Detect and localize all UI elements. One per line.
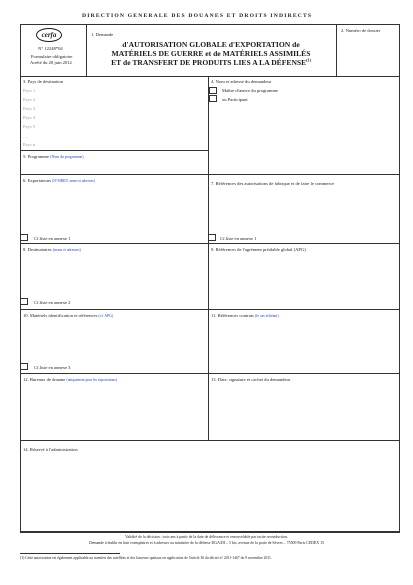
- validity-line-2: Demande à établir en huit exemplaires et à adresser au ministère de la défense DGA/DI – 5 bis, avenue de la porte de Sèvres – 75509 Paris CEDEX 15: [89, 541, 324, 545]
- cerfa-logo: cerfa: [36, 28, 62, 42]
- exportateurs-annex-label: Cf.liste en annexe 1: [34, 236, 71, 241]
- pays-item[interactable]: Pays 3: [23, 106, 36, 111]
- divider: [20, 440, 400, 441]
- date-signature-field[interactable]: 13. Date, signature et cachet du demandeur: [211, 377, 291, 382]
- maitre-oeuvre-checkbox[interactable]: [209, 87, 217, 94]
- demande-label: 1. Demande: [91, 32, 114, 37]
- divider: [20, 174, 400, 175]
- bureaux-field[interactable]: 12. Bureaux de douane (uniquement pour les exportations): [23, 377, 117, 382]
- cerfa-number: N° 12248*04: [38, 46, 63, 51]
- pays-item[interactable]: Pays 4: [23, 115, 36, 120]
- pays-item[interactable]: Pays 2: [23, 97, 36, 102]
- ref-fabrique-annex-checkbox[interactable]: [208, 234, 216, 241]
- cerfa-arrete: Arrêté du 20 juin 2012: [30, 60, 72, 65]
- cerfa-mandatory: Formulaire obligatoire: [31, 54, 73, 59]
- materiels-field[interactable]: 10. Matériels identification et références (cf. APG): [23, 313, 114, 318]
- exportateurs-annex-checkbox[interactable]: [20, 234, 28, 241]
- materiels-annex-checkbox[interactable]: [20, 363, 28, 370]
- pays-item[interactable]: Pays n: [23, 142, 36, 147]
- divider: [20, 532, 400, 533]
- dossier-label: 2. Numéro de dossier: [341, 28, 381, 33]
- title-line-2: MATÉRIELS DE GUERRE et de MATÉRIELS ASSIMILÉS: [111, 49, 311, 59]
- divider: [20, 76, 400, 77]
- destinataires-field[interactable]: 8. Destinataires (noms et adresses): [23, 247, 81, 252]
- title-line-1: d'AUTORISATION GLOBALE d'EXPORTATION de: [122, 40, 300, 49]
- maitre-oeuvre-label: Maître d'œuvre du programme: [222, 88, 279, 93]
- ref-contrats-field[interactable]: 11. Références contrats (le cas échéant): [211, 313, 279, 318]
- ref-apg-field[interactable]: 9. Références de l'agrément préalable global (APG): [211, 247, 306, 252]
- footnote: (1) Cette autorisation est également applicable au transfert des satellites et des lanceurs spatiaux en application de l'article 30 du décret n° 2011-1467 du 9 novembre 2011.: [20, 556, 272, 560]
- form-title: [88, 40, 334, 67]
- exportateurs-field[interactable]: 6. Exportateurs (N°SIREN, noms et adresses): [23, 178, 95, 183]
- programme-field[interactable]: 5. Programme (Nom du programme): [23, 154, 84, 159]
- demandeur-label: 4. Nom et adresse du demandeur: [211, 79, 272, 84]
- divider: [208, 76, 209, 440]
- footnote-rule: [20, 553, 120, 554]
- title-line-3: ET de TRANSFERT DE PRODUITS LIES A LA DÉFENSE$^{(1)}$: [111, 57, 311, 68]
- divider: [20, 150, 208, 151]
- pays-label: 3. Pays de destination: [23, 79, 64, 84]
- divider: [20, 309, 400, 310]
- administration-field: 14. Réservé à l'administration: [23, 447, 78, 452]
- divider: [336, 24, 337, 76]
- pays-item[interactable]: Pays 1: [23, 88, 36, 93]
- divider: [20, 373, 400, 374]
- divider: [20, 243, 400, 244]
- page-header: DIRECTION GENERALE DES DOUANES ET DROITS INDIRECTS: [82, 13, 313, 19]
- participant-label: ou Participant: [222, 97, 248, 102]
- pays-item[interactable]: Pays 5: [23, 124, 36, 129]
- participant-checkbox[interactable]: [209, 95, 217, 102]
- divider: [86, 24, 87, 76]
- destinataires-annex-label: Cf.liste en annexe 2: [34, 300, 71, 305]
- ref-fabrique-annex-label: Cf.liste en annexe 1: [220, 236, 257, 241]
- destinataires-annex-checkbox[interactable]: [20, 298, 28, 305]
- validity-line-1: Validité de la décision : trois ans à partir de la date de délivrance et renouvelable par tacite reconduction.: [125, 535, 288, 539]
- materiels-annex-label: Cf.liste en annexe 3: [34, 365, 71, 370]
- ref-fabrique-field[interactable]: 7. Références des autorisations de fabrique et de faire le commerce: [211, 181, 335, 186]
- pays-item: ….: [23, 134, 29, 139]
